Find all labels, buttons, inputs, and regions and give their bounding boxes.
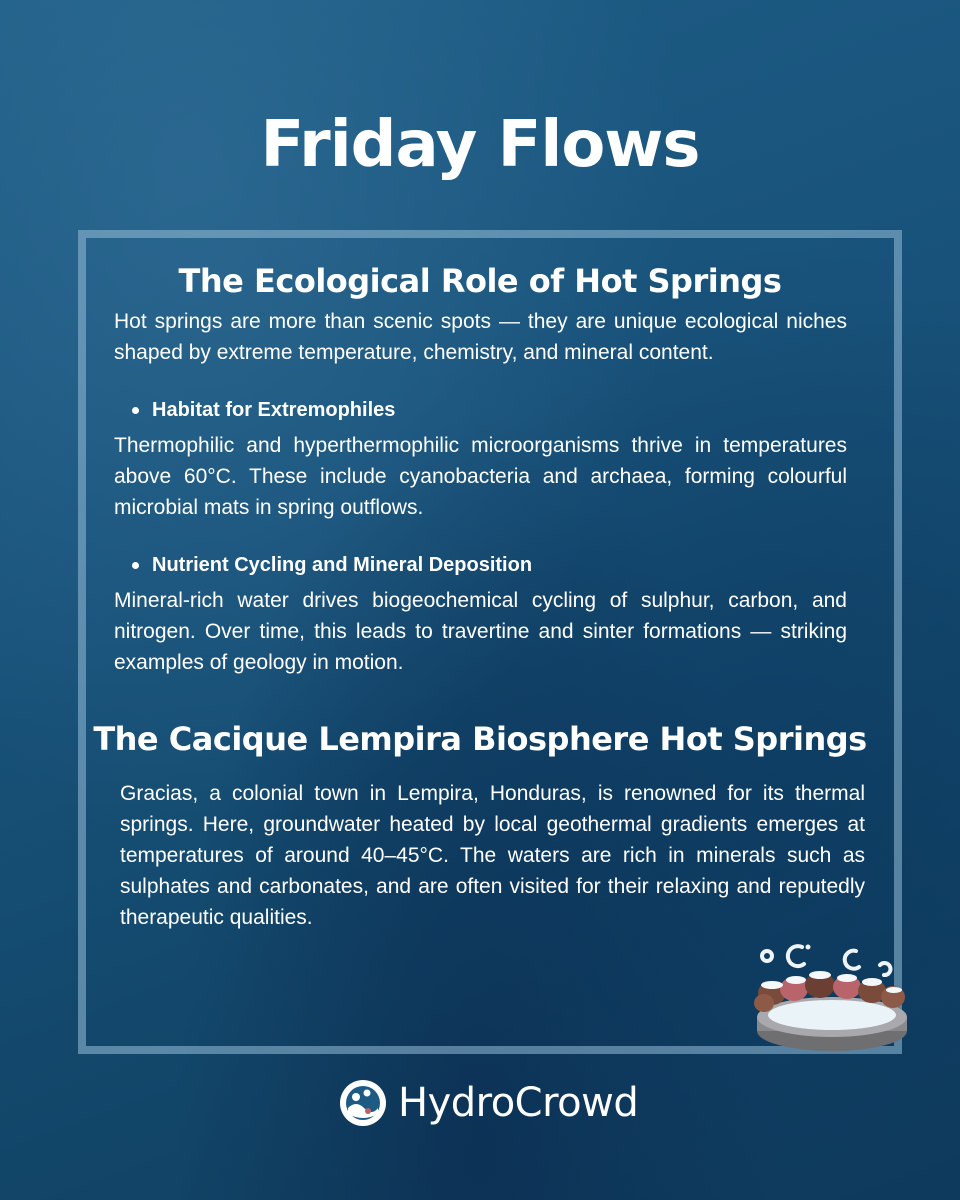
hydrocrowd-logo-icon: [338, 1078, 388, 1128]
bullet-item-extremophiles: [132, 399, 395, 422]
brand-name: HydroCrowd: [398, 1080, 639, 1126]
cacique-lempira-paragraph: Gracias, a colonial town in Lempira, Honduras, is renowned for its thermal springs. Here, groundwater heated by local geothermal gradients emerges at temperatures of around 40–45°C. The waters are rich in minerals such as sulphates and carbonates, and are often visited for their relaxing and reputedly therapeutic qualities.: [120, 782, 865, 929]
section-title-cacique-lempira: The Cacique Lempira Biosphere Hot Springs: [93, 720, 867, 758]
extremophiles-paragraph: Thermophilic and hyperthermophilic microorganisms thrive in temperatures above 60°C. These include cyanobacteria and archaea, forming colourful microbial mats in spring outflows.: [114, 434, 847, 519]
bullet-item-nutrient-cycling: [132, 554, 532, 577]
bullet-heading: Habitat for Extremophiles: [152, 399, 396, 421]
bullet-dot-icon: [132, 562, 139, 569]
section-title-ecological-role: The Ecological Role of Hot Springs: [178, 262, 782, 300]
intro-paragraph: Hot springs are more than scenic spots — they are unique ecological niches shaped by extreme temperature, chemistry, and mineral content.: [114, 310, 847, 364]
bullet-dot-icon: [132, 407, 139, 414]
page-title: Friday Flows: [260, 108, 700, 182]
hot-spring-pool-icon: [752, 935, 912, 1057]
bullet-heading: Nutrient Cycling and Mineral Deposition: [152, 554, 533, 576]
nutrient-cycling-paragraph: Mineral-rich water drives biogeochemical cycling of sulphur, carbon, and nitrogen. Over time, this leads to travertine and sinter formations — striking examples of geology in motion.: [114, 589, 847, 674]
hydrocrowd-logo: [338, 1078, 638, 1128]
